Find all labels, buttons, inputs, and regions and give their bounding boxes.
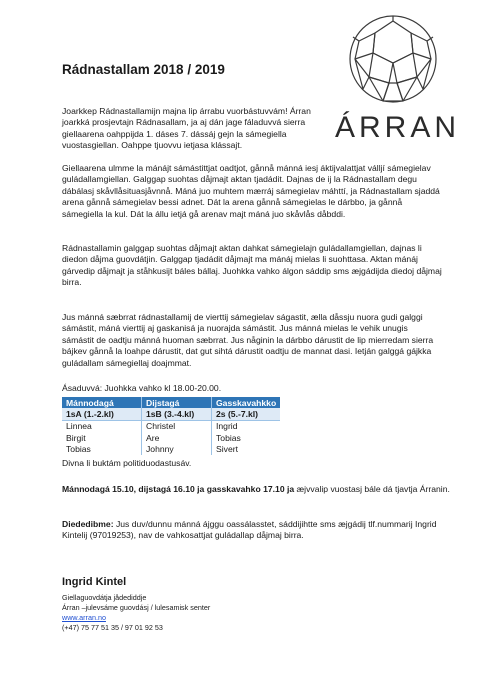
website-link[interactable] xyxy=(62,613,106,623)
start-dates-paragraph xyxy=(62,484,452,495)
schedule-table xyxy=(62,397,280,455)
schedule-day: Mánnodagá xyxy=(62,397,142,408)
schedule-group: 2s (5.-7.kl) xyxy=(212,408,281,420)
table-row xyxy=(62,420,280,432)
schedule-group: 1sA (1.-2.kl) xyxy=(62,408,142,420)
website-link-text[interactable]: www.arran.no xyxy=(62,613,106,622)
contact-text: Jus duv/dunnu mánná ájggu oassálasstet, sáddijihtte sms æjgádij tlf.nummarij Ingrid Kintelij (97019253), nav de vahkosattjat guládallap dåjmaj birra. xyxy=(62,519,437,541)
table-row xyxy=(62,432,280,443)
schedule-group: 1sB (3.-4.kl) xyxy=(142,408,212,420)
table-cell: Sivert xyxy=(216,444,238,455)
start-dates-text: æjvvalip vuostasj bále dá tjavtja Árranin. xyxy=(294,484,450,494)
signature-role: Giellaguovdátja jådediddje xyxy=(62,593,147,602)
schedule-day: Dijstagá xyxy=(142,397,212,408)
contact-paragraph xyxy=(62,519,442,542)
table-cell: Tobias xyxy=(62,444,142,455)
geodesic-dome-icon xyxy=(343,13,443,105)
table-cell: Birgit xyxy=(62,432,142,443)
table-cell: Johnny xyxy=(142,444,212,455)
signature-name: Ingrid Kintel xyxy=(62,576,127,588)
signature-phone: (+47) 75 77 51 35 / 97 01 92 53 xyxy=(62,623,163,632)
table-cell: Ingrid xyxy=(216,421,238,432)
arena-paragraph: Giellaarena ulmme la mánájt sámástittjat oadtjot, gånnå mánná iesj áktijvalattjat válljí sámegielav guládallamgiellan. Galggap suohtas dåjmajt aktan tjadádit. Dajnas de ij la Rádnastallam degu dábálasj skåvllåsituasjåvnnå. Máná juo muhtem mærráj sámegielav máhttí, ja Rádnastallam sjaddá arena gånnå sámegielav bessi adnet. Dát la arena gånnå sámegielas le dárbbo, ja gånnå sámegiella la kul. Dát la állu ietjá gå arenav majt máná juo skåvlås dåbddi. xyxy=(62,163,440,219)
contact-label: Diededibme: xyxy=(62,519,114,529)
schedule-group-row xyxy=(62,408,280,420)
intro-paragraph: Joarkkep Rádnastallamijn majna lip árrabu vuorbástuvvám! Árran joarkká prosjevtajn Rádnasallam, ja aj dán jage fáladuvvá sierra giellaarena oahppijda 1. dáses 7. dássáj gejn la sámegiella vuostasgiellan. Oahppe tjuovvu ietjasa klássajt. xyxy=(62,106,311,151)
schedule-header-row xyxy=(62,397,280,408)
dinner-note: Divna li buktám politiduodastusáv. xyxy=(62,458,192,468)
signature-org: Árran –julevsáme guovdásj / lulesamisk senter xyxy=(62,603,211,612)
document-title: Rádnastallam 2018 / 2019 xyxy=(62,62,225,77)
logo-wordmark: ÁRRAN xyxy=(335,111,461,144)
table-cell: Are xyxy=(142,432,212,443)
time-line: Ásaduvvá: Juohkka vahko kl 18.00-20.00. xyxy=(62,383,222,393)
table-cell: Christel xyxy=(142,420,212,432)
start-dates-bold: Mánnodagá 15.10, dijstagá 16.10 ja gasskavahko 17.10 ja xyxy=(62,484,295,494)
language-paragraph: Jus mánná sæbrrat rádnastallamij de vierttij sámegielav ságastit, ælla dåssju nuora gudi galggi sámástit, máná vierttij aj gaskanisá ja nuorajda sámástit. Jus mánná mielas le vehik unugis sámástit de oadtju mánná huoman sæbrrat. Jus någinin la dárbbo dárustit de lip mierredam sierra bájkev gånnå la loahpe dárustit, dat gut sihtá dárustit oadtju de mannat dasi. Ietján galggá gájkka guládallam sámegiellaj doajmmat. xyxy=(62,312,434,368)
table-cell: Tobias xyxy=(216,432,241,443)
schedule-day: Gasskavahkko xyxy=(212,397,281,408)
activities-paragraph: Rádnastallamin galggap suohtas dåjmajt aktan dahkat sámegielajn guládallamgiellan, dajnas li diedon dåjma guovdátjin. Galggap tjadádit dåjmajt ma mánáj mielas li suohttasa. Aktan mánáj gárvedip dåjmajt ja ståhkusijt báles bállaj. Juohkka vahko álgon sáddip sms æjgádijda diedoj dåjmaj birra. xyxy=(62,243,442,288)
arran-logo xyxy=(335,13,461,144)
table-row xyxy=(62,444,280,455)
table-cell: Linnea xyxy=(62,420,142,432)
